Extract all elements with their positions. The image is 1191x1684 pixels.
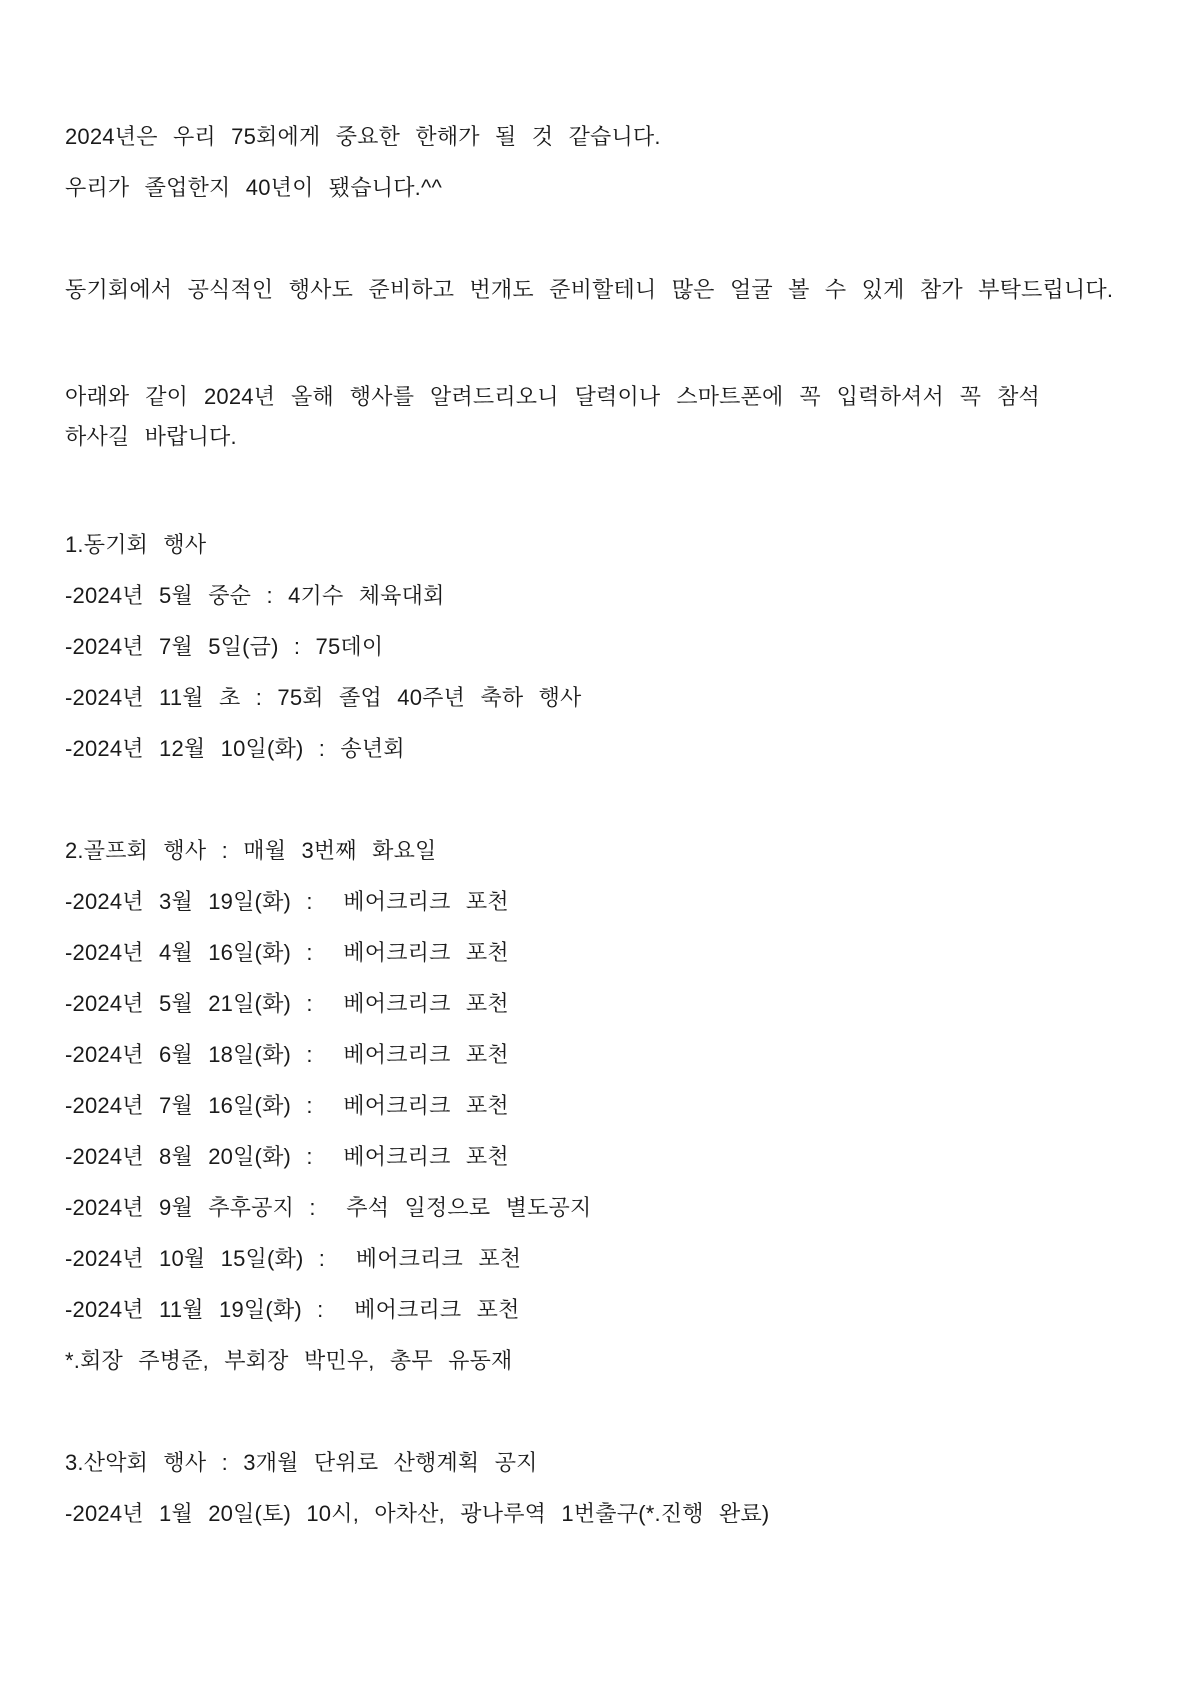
section-1-event-line: -2024년 12월 10일(화) : 송년회 bbox=[65, 736, 405, 761]
section-2-event-line: -2024년 3월 19일(화) : 베어크리크 포천 bbox=[65, 889, 509, 914]
intro-line-1: 2024년은 우리 75회에게 중요한 한해가 될 것 같습니다. bbox=[65, 124, 661, 149]
section-2-event-line: -2024년 11월 19일(화) : 베어크리크 포천 bbox=[65, 1297, 520, 1322]
section-2-event-line: -2024년 6월 18일(화) : 베어크리크 포천 bbox=[65, 1042, 509, 1067]
section-2-title: 2.골프회 행사 : 매월 3번째 화요일 bbox=[65, 838, 437, 863]
section-2-officers-note: *.회장 주병준, 부회장 박민우, 총무 유동재 bbox=[65, 1348, 513, 1373]
section-2-event-line: -2024년 8월 20일(화) : 베어크리크 포천 bbox=[65, 1144, 509, 1169]
section-2-event-line: -2024년 4월 16일(화) : 베어크리크 포천 bbox=[65, 940, 509, 965]
notice-paragraph: 동기회에서 공식적인 행사도 준비하고 번개도 준비할테니 많은 얼굴 볼 수 있게 참가 부탁드립니다. bbox=[65, 277, 1114, 302]
section-1-title: 1.동기회 행사 bbox=[65, 532, 207, 557]
section-2-event-line: -2024년 7월 16일(화) : 베어크리크 포천 bbox=[65, 1093, 509, 1118]
intro-line-2: 우리가 졸업한지 40년이 됐습니다.^^ bbox=[65, 175, 443, 200]
section-1-event-line: -2024년 11월 초 : 75회 졸업 40주년 축하 행사 bbox=[65, 685, 582, 710]
request-paragraph: 아래와 같이 2024년 올해 행사를 알려드리오니 달력이나 스마트폰에 꼭 입력하셔서 꼭 참석하사길 바랍니다. bbox=[65, 384, 1040, 449]
section-3-event-line: -2024년 1월 20일(토) 10시, 아차산, 광나루역 1번출구(*.진행 완료) bbox=[65, 1501, 770, 1526]
section-2-event-line: -2024년 10월 15일(화) : 베어크리크 포천 bbox=[65, 1246, 522, 1271]
section-3-title: 3.산악회 행사 : 3개월 단위로 산행계획 공지 bbox=[65, 1450, 538, 1475]
section-2-event-line: -2024년 9월 추후공지 : 추석 일정으로 별도공지 bbox=[65, 1195, 592, 1220]
section-2-event-line: -2024년 5월 21일(화) : 베어크리크 포천 bbox=[65, 991, 509, 1016]
section-1-event-line: -2024년 7월 5일(금) : 75데이 bbox=[65, 634, 384, 659]
section-1-event-line: -2024년 5월 중순 : 4기수 체육대회 bbox=[65, 583, 445, 608]
